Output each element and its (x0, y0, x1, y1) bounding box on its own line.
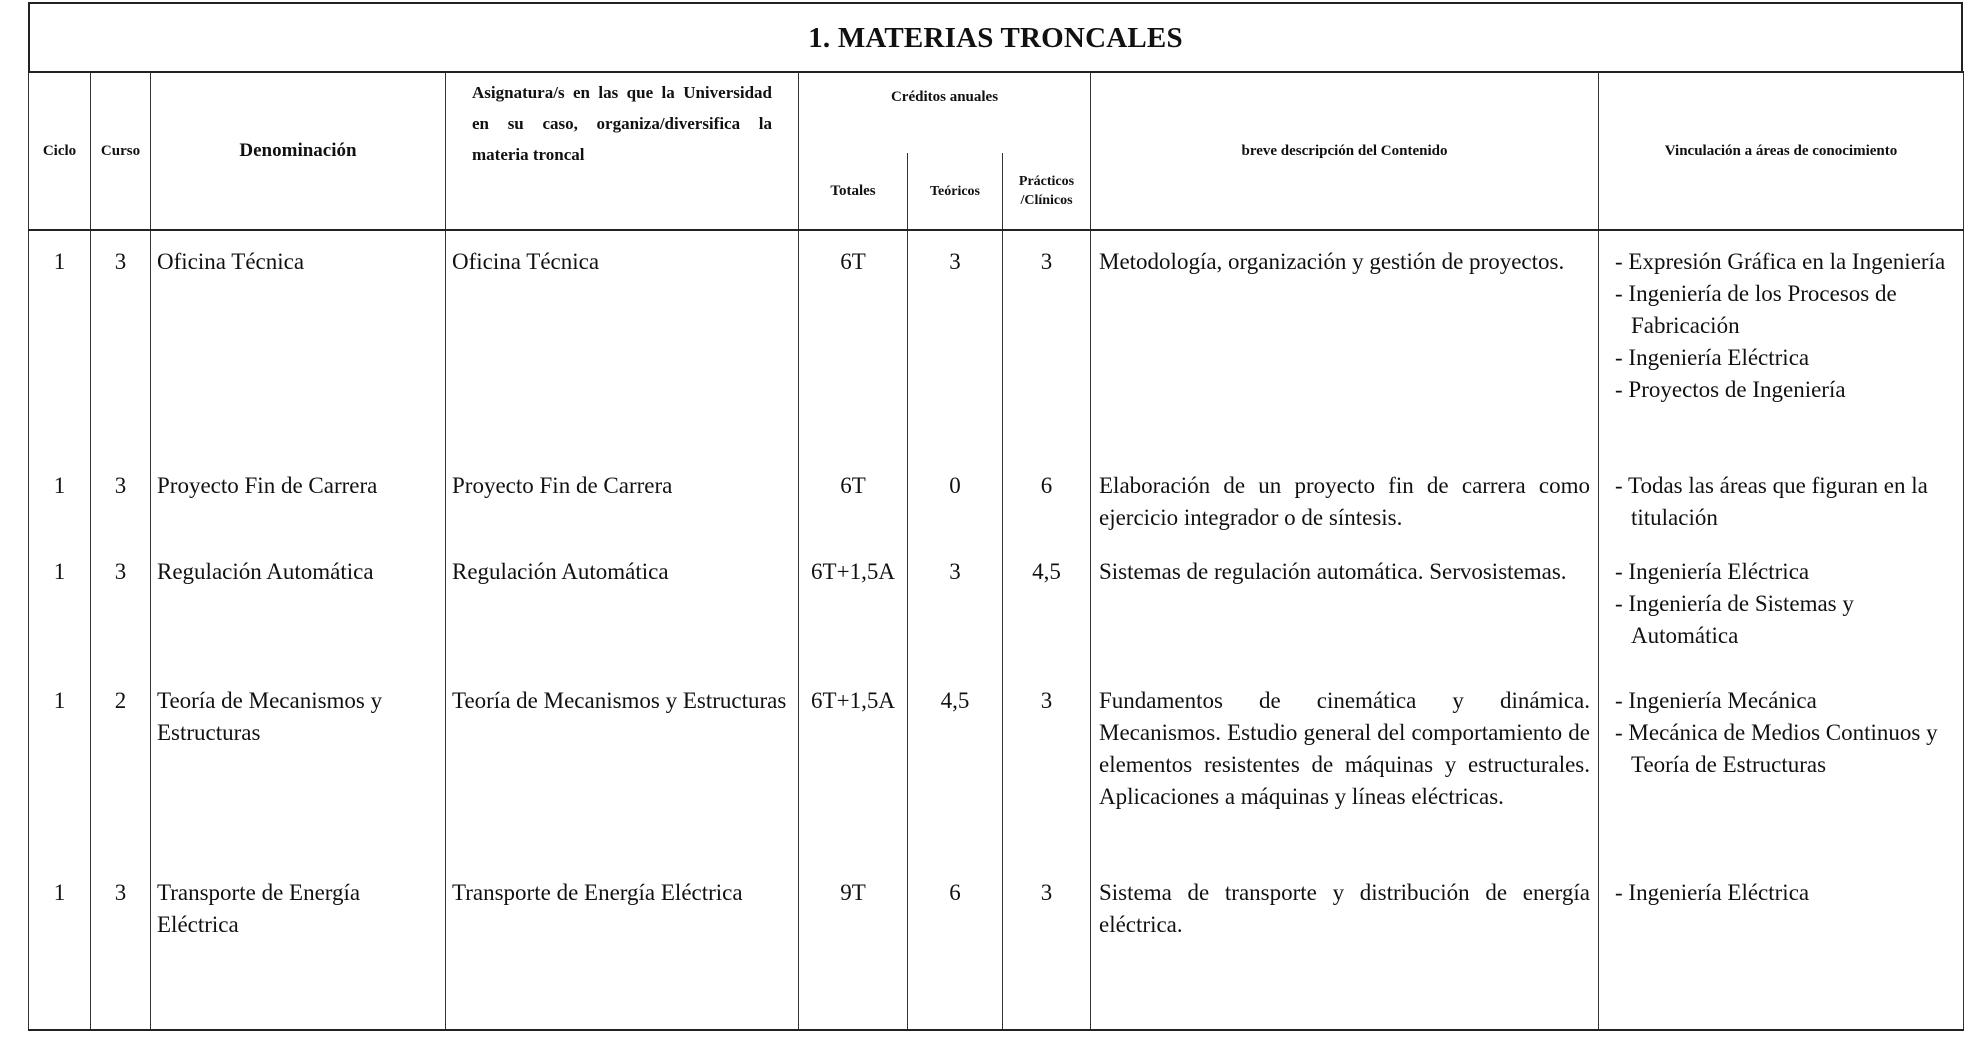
cell-ciclo: 1 (29, 470, 91, 556)
cell-totales: 6T (799, 470, 908, 556)
table-row (29, 685, 1964, 877)
cell-ciclo: 1 (29, 230, 91, 470)
cell-teoricos: 3 (908, 230, 1003, 470)
area-item: - Expresión Gráfica en la Ingeniería (1615, 246, 1957, 278)
cell-asignatura: Proyecto Fin de Carrera (446, 470, 799, 556)
cell-descripcion: Metodología, organización y gestión de proyectos. (1091, 230, 1599, 470)
cell-denominacion: Oficina Técnica (151, 230, 446, 470)
cell-areas (1599, 470, 1964, 556)
cell-areas (1599, 877, 1964, 1030)
cell-curso: 3 (91, 556, 151, 685)
areas-list (1605, 877, 1957, 909)
cell-ciclo: 1 (29, 685, 91, 877)
areas-list (1605, 246, 1957, 406)
cell-ciclo: 1 (29, 877, 91, 1030)
cell-practicos: 3 (1003, 230, 1091, 470)
area-item: - Todas las áreas que figuran en la titulación (1615, 470, 1957, 534)
cell-asignatura: Oficina Técnica (446, 230, 799, 470)
page-title: 1. MATERIAS TRONCALES (808, 22, 1183, 54)
cell-totales: 9T (799, 877, 908, 1030)
cell-teoricos: 0 (908, 470, 1003, 556)
area-item: - Ingeniería Eléctrica (1615, 556, 1957, 588)
header-teoricos: Teóricos (908, 153, 1003, 230)
table-row (29, 230, 1964, 470)
cell-descripcion: Sistema de transporte y distribución de energía eléctrica. (1091, 877, 1599, 1030)
table-row (29, 877, 1964, 1030)
header-creditos: Créditos anuales (799, 72, 1091, 153)
cell-teoricos: 3 (908, 556, 1003, 685)
header-totales: Totales (799, 153, 908, 230)
table-row (29, 556, 1964, 685)
cell-totales: 6T (799, 230, 908, 470)
areas-list (1605, 470, 1957, 534)
header-row (29, 72, 1964, 153)
area-item: - Proyectos de Ingeniería (1615, 374, 1957, 406)
areas-list (1605, 556, 1957, 652)
cell-curso: 3 (91, 877, 151, 1030)
area-item: - Ingeniería Eléctrica (1615, 877, 1957, 909)
cell-denominacion: Transporte de Energía Eléctrica (151, 877, 446, 1030)
cell-denominacion: Teoría de Mecanismos y Estructuras (151, 685, 446, 877)
area-item: - Ingeniería de Sistemas y Automática (1615, 588, 1957, 652)
cell-practicos: 3 (1003, 877, 1091, 1030)
header-ciclo: Ciclo (29, 72, 91, 230)
area-item: - Ingeniería Eléctrica (1615, 342, 1957, 374)
header-denominacion: Denominación (151, 72, 446, 230)
cell-denominacion: Proyecto Fin de Carrera (151, 470, 446, 556)
header-descripcion: breve descripción del Contenido (1091, 72, 1599, 230)
cell-practicos: 3 (1003, 685, 1091, 877)
cell-practicos: 4,5 (1003, 556, 1091, 685)
header-practicos: Prácticos /Clínicos (1003, 153, 1091, 230)
area-item: - Ingeniería Mecánica (1615, 685, 1957, 717)
header-curso: Curso (91, 72, 151, 230)
area-item: - Mecánica de Medios Continuos y Teoría de Estructuras (1615, 717, 1957, 781)
cell-curso: 3 (91, 230, 151, 470)
cell-areas (1599, 230, 1964, 470)
cell-areas (1599, 556, 1964, 685)
cell-curso: 2 (91, 685, 151, 877)
cell-totales: 6T+1,5A (799, 556, 908, 685)
table-row (29, 470, 1964, 556)
cell-practicos: 6 (1003, 470, 1091, 556)
cell-descripcion: Fundamentos de cinemática y dinámica. Mecanismos. Estudio general del comportamiento de elementos resistentes de máquinas y estructurales. Aplicaciones a máquinas y líneas eléctricas. (1091, 685, 1599, 877)
header-vinculacion: Vinculación a áreas de conocimiento (1599, 72, 1964, 230)
cell-asignatura: Transporte de Energía Eléctrica (446, 877, 799, 1030)
document-page (28, 2, 1965, 1032)
materias-table (28, 71, 1964, 1031)
cell-ciclo: 1 (29, 556, 91, 685)
cell-asignatura: Teoría de Mecanismos y Estructuras (446, 685, 799, 877)
cell-areas (1599, 685, 1964, 877)
cell-teoricos: 4,5 (908, 685, 1003, 877)
cell-totales: 6T+1,5A (799, 685, 908, 877)
cell-descripcion: Elaboración de un proyecto fin de carrera como ejercicio integrador o de síntesis. (1091, 470, 1599, 556)
cell-descripcion: Sistemas de regulación automática. Servosistemas. (1091, 556, 1599, 685)
cell-teoricos: 6 (908, 877, 1003, 1030)
area-item: - Ingeniería de los Procesos de Fabricación (1615, 278, 1957, 342)
cell-curso: 3 (91, 470, 151, 556)
cell-denominacion: Regulación Automática (151, 556, 446, 685)
cell-asignatura: Regulación Automática (446, 556, 799, 685)
header-asignatura: Asignatura/s en las que la Universidad en su caso, organiza/diversifica la materia troncal (446, 72, 799, 230)
title-box (28, 2, 1963, 71)
areas-list (1605, 685, 1957, 781)
